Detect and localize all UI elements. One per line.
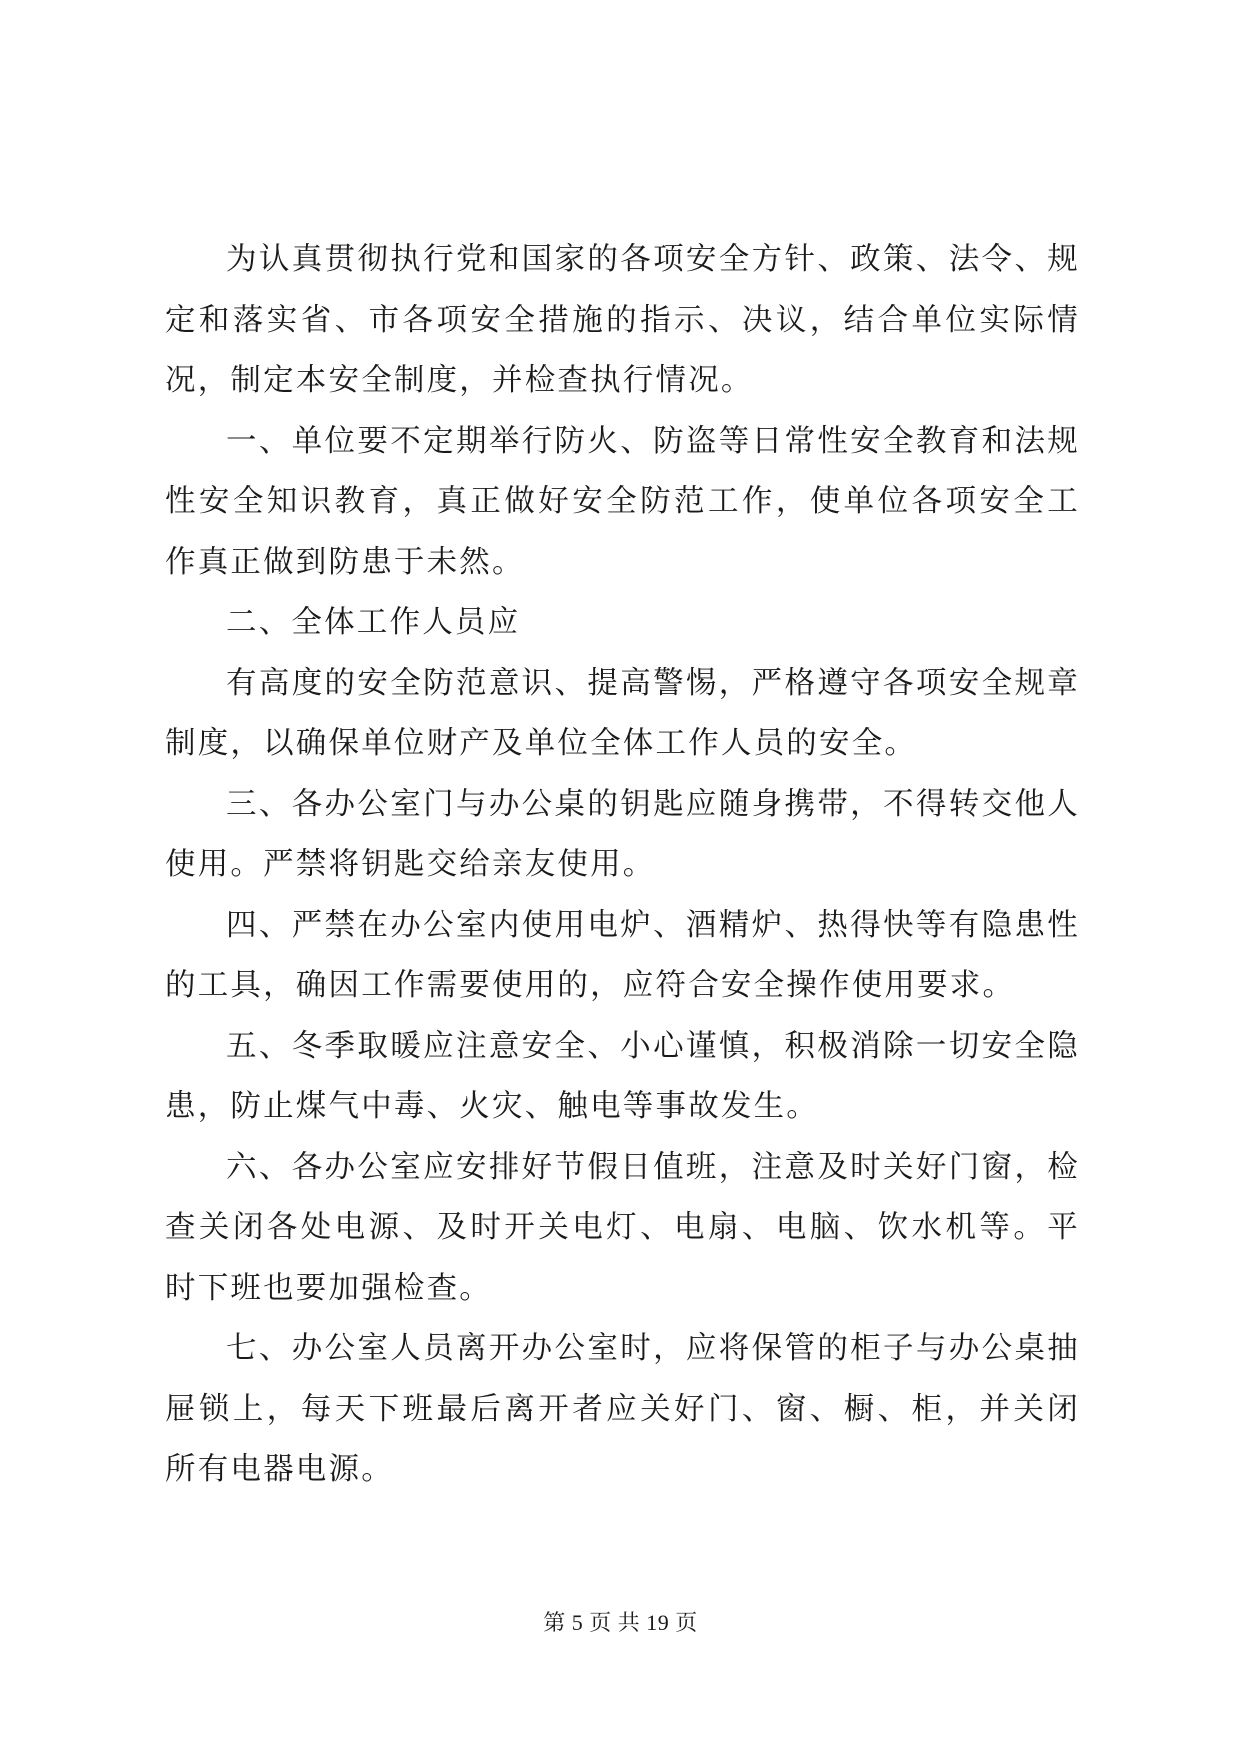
paragraph-item-7: 七、办公室人员离开办公室时，应将保管的柜子与办公桌抽屉锁上，每天下班最后离开者应关好门、窗、橱、柜，并关闭所有电器电源。 — [165, 1331, 1080, 1487]
page-number-footer: 第 5 页 共 19 页 — [543, 1610, 698, 1635]
paragraph-item-6: 六、各办公室应安排好节假日值班，注意及时关好门窗，检查关闭各处电源、及时开关电灯、电扇、电脑、饮水机等。平时下班也要加强检查。 — [165, 1149, 1080, 1306]
paragraph-item-2: 二、全体工作人员应 — [226, 605, 521, 640]
paragraph-item-4: 四、严禁在办公室内使用电炉、酒精炉、热得快等有隐患性的工具，确因工作需要使用的，应符合安全操作使用要求。 — [165, 907, 1080, 1003]
paragraph-item-2-continued: 有高度的安全防范意识、提高警惕，严格遵守各项安全规章制度，以确保单位财产及单位全体工作人员的安全。 — [165, 665, 1080, 761]
paragraph-item-5: 五、冬季取暖应注意安全、小心谨慎，积极消除一切安全隐患，防止煤气中毒、火灾、触电等事故发生。 — [165, 1028, 1080, 1124]
paragraph-item-1: 一、单位要不定期举行防火、防盗等日常性安全教育和法规性安全知识教育，真正做好安全防范工作，使单位各项安全工作真正做到防患于未然。 — [165, 423, 1080, 580]
document-body — [165, 230, 1080, 1501]
paragraph-item-3: 三、各办公室门与办公桌的钥匙应随身携带，不得转交他人使用。严禁将钥匙交给亲友使用。 — [165, 786, 1080, 882]
paragraph-intro: 为认真贯彻执行党和国家的各项安全方针、政策、法令、规定和落实省、市各项安全措施的指示、决议，结合单位实际情况，制定本安全制度，并检查执行情况。 — [165, 242, 1080, 398]
